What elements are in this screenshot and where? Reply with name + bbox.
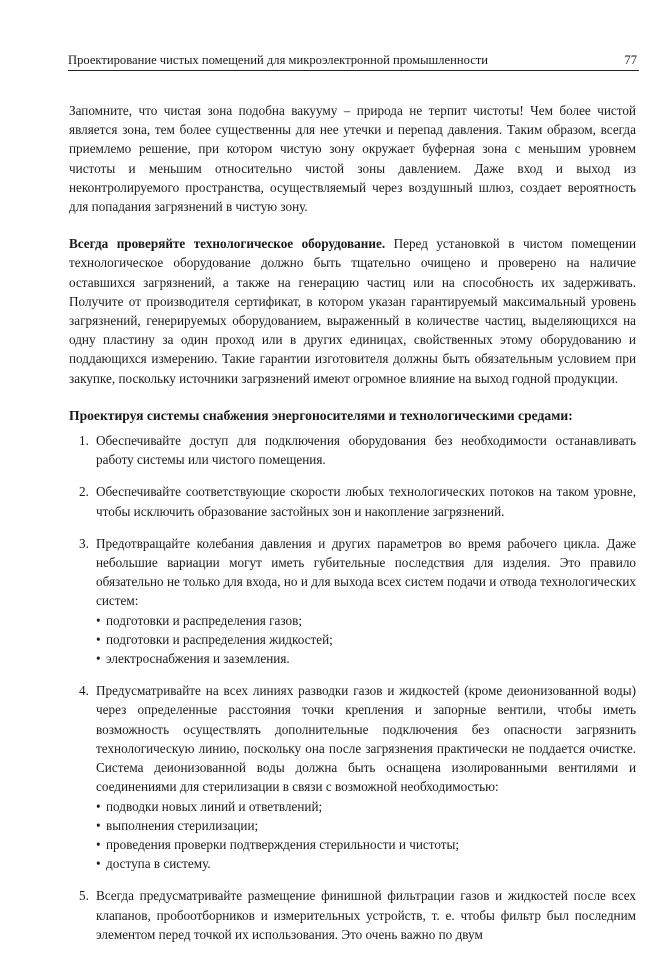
item-number: 5.	[79, 888, 89, 904]
sub-list-item: • электроснабжения и заземления.	[96, 649, 636, 668]
list-item	[69, 886, 636, 944]
bullet-icon: •	[96, 631, 101, 647]
bullet-icon: •	[96, 798, 101, 814]
bullet-icon: •	[96, 836, 101, 852]
list-item	[69, 681, 636, 873]
item-number: 4.	[79, 683, 89, 699]
bullet-icon: •	[96, 817, 101, 833]
bullet-icon: •	[96, 612, 101, 628]
bullet-icon: •	[96, 856, 101, 872]
item-number: 3.	[79, 535, 89, 551]
item-number: 1.	[79, 433, 89, 449]
list-item	[69, 431, 636, 469]
list-item	[69, 534, 636, 668]
page-body	[69, 101, 636, 957]
item-text: Предотвращайте колебания давления и других параметров во время рабочего цикла. Даже небольшие вариации могут иметь губительные последствия для изделия. Это правило обязательно не только для входа, но и для выхода всех систем подачи и отвода технологических систем:	[96, 535, 636, 609]
page-number: 77	[624, 53, 637, 67]
sub-list	[96, 797, 636, 874]
paragraph-text: Перед установкой в чистом помещении технологическое оборудование должно быть тщательно очищено и проверено на наличие оставшихся загрязнений, а также на генерацию частиц или на способность их задерживать. Получите от производителя сертификат, в котором указан гарантируемый максимальный уровень загрязнений, генерируемых оборудованием, выраженный в количестве частиц, выделяющихся на одну пластину за один проход или в других единицах, свойственных этому оборудованию и поддающихся измерению. Такие гарантии изготовителя должны быть обязательным условием при закупке, поскольку источники загрязнений имеют огромное влияние на выход годной продукции.	[69, 236, 636, 386]
page-header	[68, 50, 639, 70]
item-text: Обеспечивайте доступ для подключения оборудования без необходимости останавливать работу системы или чистого помещения.	[96, 433, 636, 468]
list-item	[69, 482, 636, 520]
item-text: Обеспечивайте соответствующие скорости любых технологических потоков на таком уровне, чтобы исключить образование застойных зон и накопление загрязнений.	[96, 484, 636, 519]
item-number: 2.	[79, 484, 89, 500]
paragraph-clean-zone: Запомните, что чистая зона подобна вакууму – природа не терпит чистоты! Чем более чистой является зона, тем более существенны для нее утечки и перепад давления. Таким образом, всегда приемлемо решение, при котором чистую зону окружает буферная зона с меньшим уровнем чистоты и меньшим относительно чистой зоны давлением. Даже вход и выход из неконтролируемого пространства, осуществляемый через воздушный шлюз, создает вероятность для попадания загрязнений в чистую зону.	[69, 103, 636, 215]
paragraph-lead: Всегда проверяйте технологическое оборудование.	[69, 236, 386, 252]
scan-ghost-mark	[548, 625, 624, 637]
item-text: Всегда предусматривайте размещение финишной фильтрации газов и жидкостей после всех клапанов, пробоотборников и измерительных устройств, т. е. чтобы фильтр был последним элементом перед точкой их использования. Это очень важно по двум	[96, 888, 636, 942]
section-heading: Проектируя системы снабжения энергоносителями и технологическими средами:	[69, 407, 573, 423]
sub-list-item: • подготовки и распределения жидкостей;	[96, 630, 636, 649]
bullet-icon: •	[96, 651, 101, 667]
item-text: Предусматривайте на всех линиях разводки газов и жидкостей (кроме деионизованной воды) через определенные расстояния точки крепления и запорные вентили, чтобы иметь возможность осуществлять дополнительные подключения без опасности загрязнить технологическую линию, поскольку она после загрязнения практически не поддается очистке. Система деионизованной воды должна быть оснащена изолированными вентилями и соединениями для стерилизации в связи с возможной необходимостью:	[96, 683, 636, 795]
paragraph-equipment	[69, 234, 636, 388]
sub-list-item: • выполнения стерилизации;	[96, 816, 636, 835]
requirements-list	[69, 431, 636, 944]
sub-list-item: • подводки новых линий и ответвлений;	[96, 797, 636, 816]
header-rule	[68, 70, 639, 71]
sub-list-item: • подготовки и распределения газов;	[96, 611, 636, 630]
running-title: Проектирование чистых помещений для микроэлектронной промышленности	[68, 53, 489, 67]
sub-list-item: • доступа в систему.	[96, 854, 636, 873]
sub-list-item: • проведения проверки подтверждения стерильности и чистоты;	[96, 835, 636, 854]
sub-list	[96, 611, 636, 669]
